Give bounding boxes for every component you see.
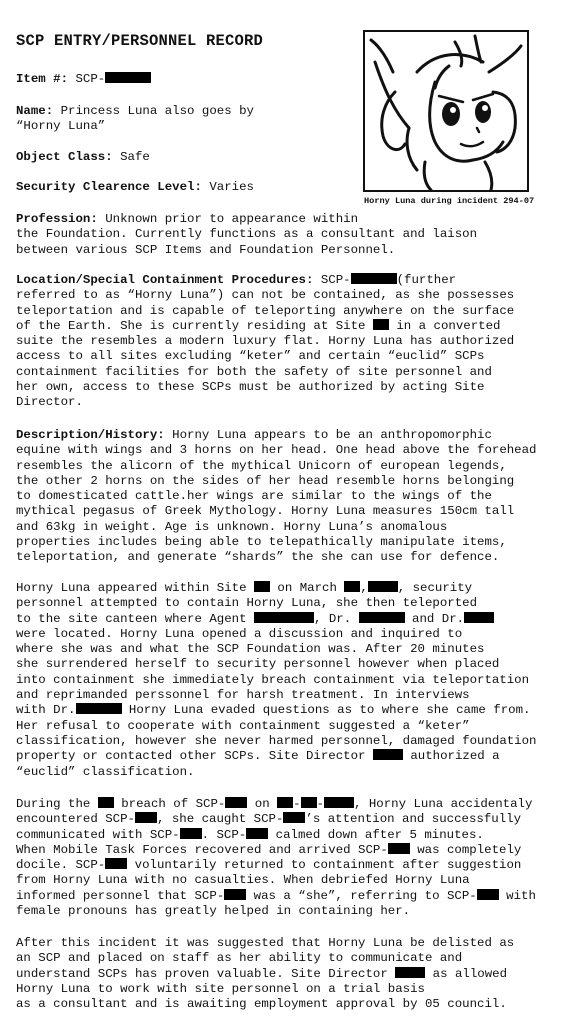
redaction-bar bbox=[464, 612, 494, 623]
conclusion-section: After this incident it was suggested that Horny Luna be delisted as an SCP and placed on staff as her ability to communicate and understand SCPs has proven valuable. Site Director as allowed Horny Luna to work with site personnel on a trial basis as a consultant and is awaiting employment approval by 05 council. bbox=[16, 936, 515, 1012]
name-field: Name: Princess Luna also goes by “Horny Luna” bbox=[16, 104, 254, 134]
image-caption: Horny Luna during incident 294-07 bbox=[364, 196, 535, 206]
item-number-field: Item #: SCP- bbox=[16, 72, 356, 87]
pony-sketch-icon bbox=[365, 32, 527, 190]
pony-sketch-illustration bbox=[363, 30, 529, 192]
history-section: Horny Luna appeared within Site on March , , security personnel attempted to contain Horny Luna, she then teleported to the site canteen where Agent , Dr. and Dr. were located. Horny Luna opened a discussion and inquired to where she was and what the SCP Foundation was. After 20 minutes she surrendered herself to security personnel however when placed into containment she immediately breach containment via teleportation and reprimanded perssonnel for harsh treatment. In interviews with Dr. Horny Luna evaded questions as to where she came from. Her refusal to cooperate with containment suggested a “keter” classification, however she never harmed personnel, damaged foundation property or contacted other SCPs. Site Director authorized a “euclid” classification. bbox=[16, 581, 537, 779]
redaction-bar bbox=[373, 749, 403, 760]
redaction-bar bbox=[477, 889, 499, 900]
profession-section: Profession: Unknown prior to appearance within the Foundation. Currently functions as a consultant and laison between various SCP Items and Foundation Personnel. bbox=[16, 212, 478, 257]
redaction-bar bbox=[324, 797, 354, 808]
description-section: Description/History: Horny Luna appears to be an anthropomorphic equine with wings and 3 horns on her head. One head above the forehead resembles the alicorn of the mythical Unicorn of european legends, the other 2 horns on the sides of her head resemble horns belonging to domesticated cattle.her wings are similar to the wings of the mythical pegasus of Greek Mythology. Horny Luna measures 150cm tall and 63kg in weight. Age is unknown. Horny Luna’s anomalous properties includes being able to telepathically manipulate items, teleportation, and generate “shards” the she can use for defence. bbox=[16, 428, 537, 565]
redaction-bar bbox=[180, 828, 202, 839]
redaction-bar bbox=[76, 703, 122, 714]
redaction-bar bbox=[254, 581, 270, 592]
containment-section: Location/Special Containment Procedures: SCP- (further referred to as “Horny Luna”) can not be contained, as she possesses teleportation and is capable of teleporting anywhere on the surface of the Earth. She is currently residing at Site in a converted suite the resembles a modern luxury flat. Horny Luna has authorized access to all sites excluding “keter” and certain “euclid” SCPs containment facilities for both the safety of site personnel and her own, access to these SCPs must be authorized by acting Site Director. bbox=[16, 273, 515, 410]
redaction-bar bbox=[351, 273, 397, 284]
object-class-field: Object Class: Safe bbox=[16, 150, 150, 164]
redaction-bar bbox=[277, 797, 293, 808]
redaction-bar bbox=[105, 72, 151, 83]
redaction-bar bbox=[225, 797, 247, 808]
redaction-bar bbox=[224, 889, 246, 900]
redaction-bar bbox=[373, 319, 389, 330]
redaction-bar bbox=[368, 581, 398, 592]
redaction-bar bbox=[395, 967, 425, 978]
redaction-bar bbox=[135, 812, 157, 823]
redaction-bar bbox=[98, 797, 114, 808]
redaction-bar bbox=[388, 843, 410, 854]
redaction-bar bbox=[254, 612, 314, 623]
document-title: SCP ENTRY/PERSONNEL RECORD bbox=[16, 32, 264, 50]
redaction-bar bbox=[359, 612, 405, 623]
breach-section: During the breach of SCP- on - - , Horny Luna accidentaly encountered SCP- , she caught SCP- ’s attention and successfully communicated with SCP- . SCP- calmed down after 5 minutes. When Mobile Task Forces recovered and arrived SCP- was completely docile. SCP- voluntarily returned to containment after suggestion from Horny Luna with no casualties. When debriefed Horny Luna informed personnel that SCP- was a “she”, referring to SCP- with female pronouns has greatly helped in containing her. bbox=[16, 797, 536, 919]
redaction-bar bbox=[301, 797, 317, 808]
redaction-bar bbox=[283, 812, 305, 823]
redaction-bar bbox=[344, 581, 360, 592]
redaction-bar bbox=[246, 828, 268, 839]
redaction-bar bbox=[105, 858, 127, 869]
security-clearance-field: Security Clearence Level: Varies bbox=[16, 180, 254, 194]
